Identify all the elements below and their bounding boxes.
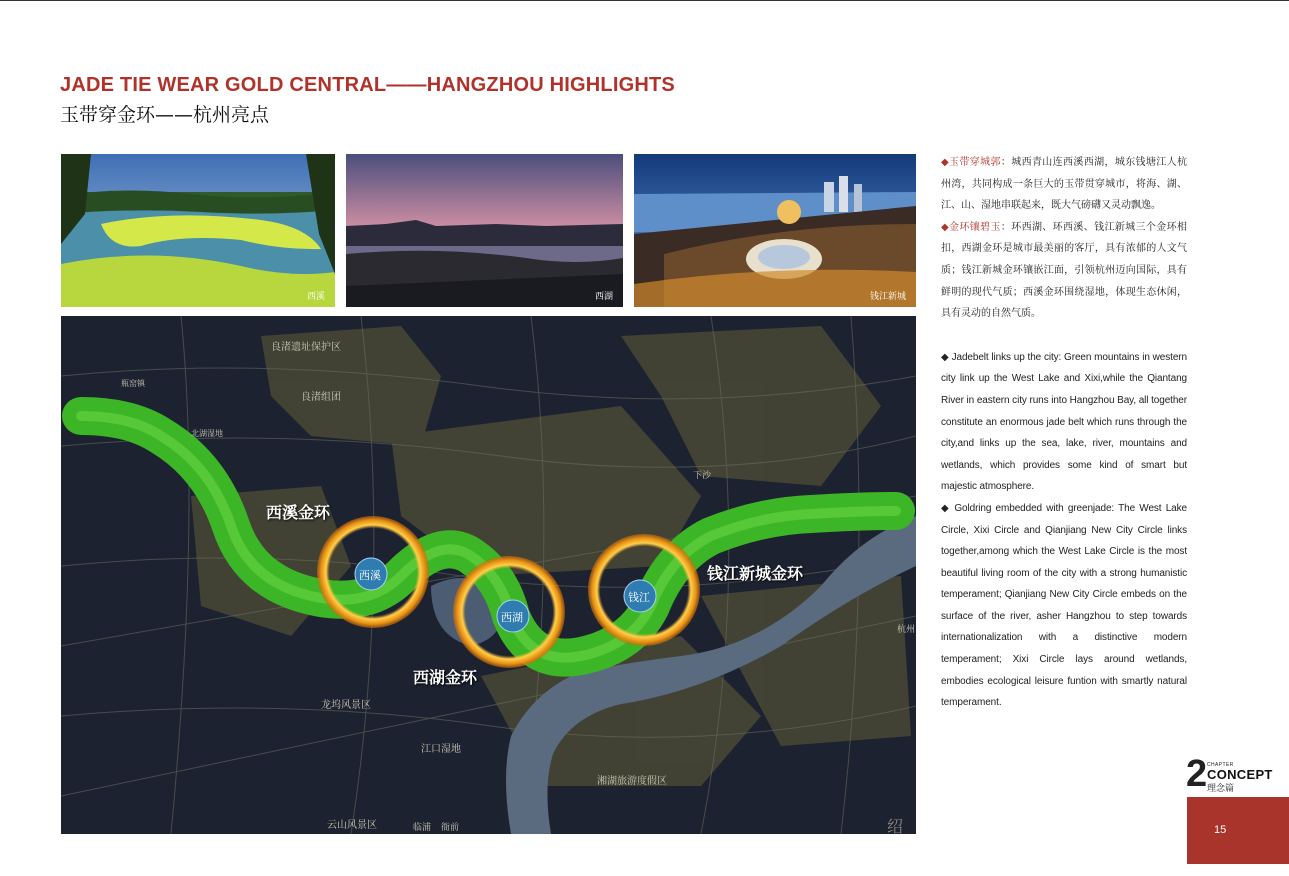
paragraph-jade-belt-cn (941, 152, 1187, 217)
node-label-xixi: 西溪 (359, 569, 381, 582)
map-place-label: 龙坞风景区 (321, 700, 371, 711)
paragraph-heading: ◆金环镶碧玉 (941, 221, 1001, 233)
page-number: 15 (1214, 824, 1227, 836)
map-place-label: 良渚遗址保护区 (271, 342, 341, 353)
node-label-qianjiang: 钱江 (628, 591, 650, 604)
map-place-label: 衙前 (441, 823, 460, 833)
top-rule (0, 0, 1289, 1)
paragraph-gold-ring-cn (941, 217, 1187, 325)
photo-caption: 西湖 (594, 292, 613, 302)
page-number-box (1187, 797, 1289, 864)
chapter-small-label: CHAPTER (1207, 762, 1234, 768)
map-place-label: 良渚组团 (301, 392, 341, 403)
ring-label-qianjiang: 钱江新城金环 (707, 564, 804, 583)
map-place-label: 临浦 (413, 823, 432, 833)
ring-label-xihu: 西湖金环 (413, 668, 478, 687)
paragraph-body: ：城西青山连西溪西湖，城东钱塘江人杭州湾，共同构成一条巨大的玉带贯穿城市，将海、湖、江、山、湿地串联起来，既大气磅礴又灵动飘逸。 (941, 157, 1187, 212)
chapter-title-cn: 理念篇 (1207, 784, 1235, 794)
map-place-label: 江口湿地 (421, 744, 461, 755)
map-place-label: 瓶窑镇 (121, 379, 145, 388)
map-place-label: 下沙 (693, 471, 712, 481)
photo-west-lake (346, 154, 623, 307)
chapter-number: 2 (1186, 753, 1208, 795)
map-place-label: 云山风景区 (327, 820, 377, 831)
paragraph-gold-ring-en: ◆ Goldring embedded with greenjade: The West Lake Circle, Xixi Circle and Qianjiang New City Circle links together,among which the West Lake Circle is the most beautiful living room of the city with a strong humanistic temperament; Qianjiang New City Circle embeds on the surface of the river, asher Hangzhou to step towards internationalization with a distinctive modern temperament; Xixi Circle lays around wetlands, embodies ecological leisure funtion with smartly natural temperament. (941, 502, 1187, 709)
chapter-title: CONCEPT (1207, 767, 1273, 782)
map-place-label: 湘湖旅游度假区 (597, 776, 667, 787)
map-place-label: 绍 (887, 817, 904, 834)
photo-qianjiang-new-city (634, 154, 916, 307)
page-title-cn: 玉带穿金环——杭州亮点 (60, 104, 270, 126)
paragraph-heading: ◆玉带穿城郭 (941, 157, 1001, 168)
node-label-xihu: 西湖 (501, 611, 523, 624)
chapter-mark (1186, 753, 1276, 795)
page-title-en: JADE TIE WEAR GOLD CENTRAL——HANGZHOU HIGHLIGHTS (60, 74, 675, 96)
paragraph-jade-belt-en: ◆ Jadebelt links up the city: Green mountains in western city link up the West Lake and Xixi,while the Qiantang River in eastern city runs into Hangzhou Bay, all together constitute an enormous jade belt which runs through the city,and links up the sea, lake, river, mountains and wetlands, which provides some kind of smart but majestic atmosphere. (941, 351, 1187, 493)
photo-caption: 钱江新城 (869, 292, 906, 302)
map-place-label: 杭州 (897, 625, 916, 635)
photo-caption: 西溪 (306, 292, 325, 302)
photo-xixi-wetland (61, 154, 335, 307)
description-column (941, 152, 1187, 714)
map-place-label: 北湖湿地 (191, 429, 223, 438)
ring-label-xixi: 西溪金环 (266, 503, 331, 522)
concept-map (61, 316, 916, 834)
paragraph-body: ：环西湖、环西溪、钱江新城三个金环相扣，西湖金环是城市最美丽的客厅，具有浓郁的人文气质；钱江新城金环镶嵌江面，引领杭州迈向国际，具有鲜明的现代气质；西溪金环围绕湿地，体现生态休闲，具有灵动的自然气质。 (941, 221, 1187, 320)
